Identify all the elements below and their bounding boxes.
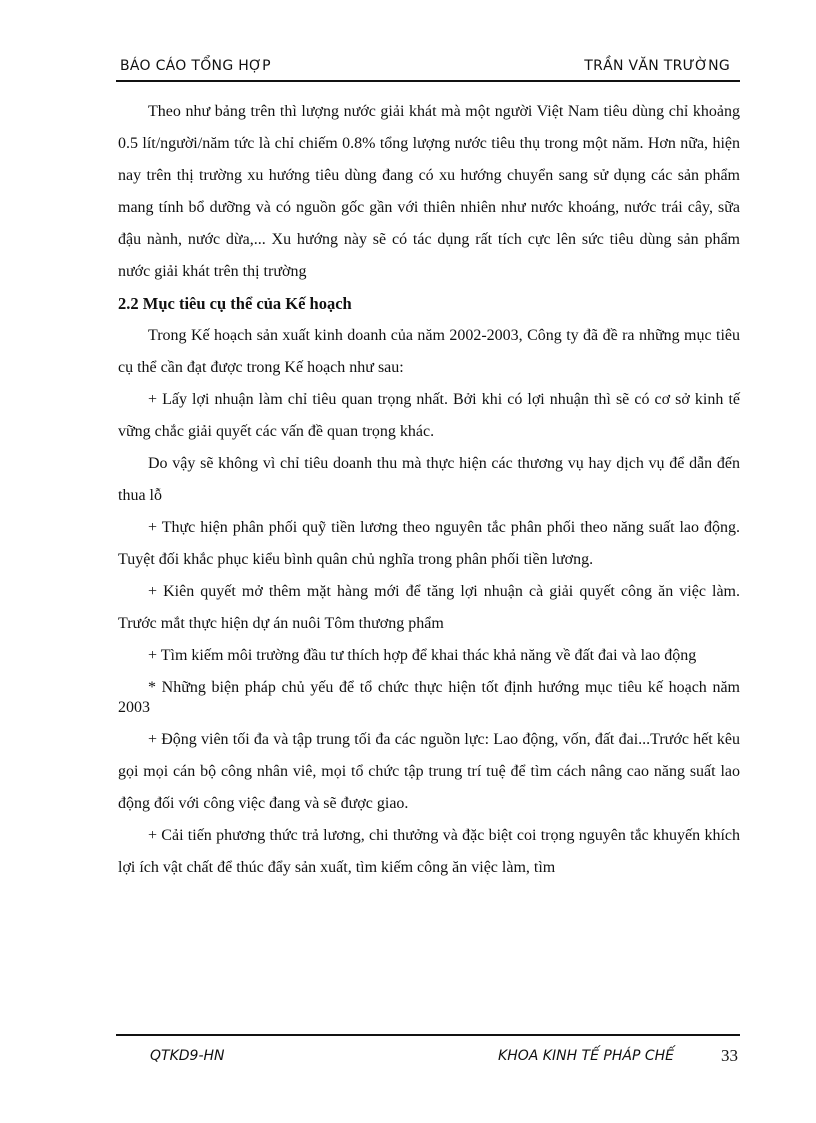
paragraph-mobilize-resources: + Động viên tối đa và tập trung tối đa các nguồn lực: Lao động, vốn, đất đai...Trước hết kêu gọi mọi cán bộ công nhân viê, mọi tổ chức tập trung trí tuệ để tìm cách nâng cao năng suất lao động đối với công việc đang và sẽ được giao. xyxy=(118,731,740,812)
header-report-title: BÁO CÁO TỔNG HỢP xyxy=(120,58,271,74)
header-divider xyxy=(116,80,740,82)
page-header xyxy=(116,56,738,80)
header-author-name: TRẦN VĂN TRƯỜNG xyxy=(584,58,730,74)
paragraph-no-loss: Do vậy sẽ không vì chỉ tiêu doanh thu mà thực hiện các thương vụ hay dịch vụ để dẫn đến thua lỗ xyxy=(118,455,740,504)
footer-class-code: QTKD9-HN xyxy=(150,1048,225,1064)
paragraph-plan-intro: Trong Kế hoạch sản xuất kinh doanh của năm 2002-2003, Công ty đã đề ra những mục tiêu cụ thể cần đạt được trong Kế hoạch như sau: xyxy=(118,327,740,376)
paragraph-new-products: + Kiên quyết mở thêm mặt hàng mới để tăng lợi nhuận cà giải quyết công ăn việc làm. Trước mắt thực hiện dự án nuôi Tôm thương phẩm xyxy=(118,583,740,632)
paragraph-wage-distribution: + Thực hiện phân phối quỹ tiền lương theo nguyên tắc phân phối theo năng suất lao động. Tuyệt đối khắc phục kiểu bình quân chủ nghĩa trong phân phối tiền lương. xyxy=(118,519,740,568)
paragraph-investment: + Tìm kiếm môi trường đầu tư thích hợp để khai thác khả năng về đất đai và lao động xyxy=(148,647,697,664)
section-heading: 2.2 Mục tiêu cụ thể của Kế hoạch xyxy=(118,294,352,313)
page-footer xyxy=(116,1042,740,1066)
page-number: 33 xyxy=(721,1046,738,1065)
paragraph-profit-goal: + Lấy lợi nhuận làm chỉ tiêu quan trọng nhất. Bởi khi có lợi nhuận thì sẽ có cơ sở kinh tế vững chắc giải quyết các vấn đề quan trọng khác. xyxy=(118,391,740,440)
page-body xyxy=(118,96,740,884)
paragraph-wage-reform: + Cải tiến phương thức trả lương, chi thưởng và đặc biệt coi trọng nguyên tắc khuyến khích lợi ích vật chất để thúc đẩy sản xuất, tìm kiếm công ăn việc làm, tìm xyxy=(118,827,740,876)
paragraph-measures-heading: * Những biện pháp chủ yếu để tổ chức thực hiện tốt định hướng mục tiêu kế hoạch năm 2003 xyxy=(118,679,740,716)
footer-divider xyxy=(116,1034,740,1036)
paragraph-consumption: Theo như bảng trên thì lượng nước giải khát mà một người Việt Nam tiêu dùng chỉ khoảng 0.5 lít/người/năm tức là chỉ chiếm 0.8% tổng lượng nước tiêu thụ trong một năm. Hơn nữa, hiện nay trên thị trường xu hướng tiêu dùng đang có xu hướng chuyển sang sử dụng các sản phẩm mang tính bổ dưỡng và có nguồn gốc gần với thiên nhiên như nước khoáng, nước trái cây, sữa đậu nành, nước dừa,... Xu hướng này sẽ có tác dụng rất tích cực lên sức tiêu dùng sản phẩm nước giải khát trên thị trường xyxy=(118,103,740,280)
footer-faculty: KHOA KINH TẾ PHÁP CHẾ xyxy=(498,1048,674,1064)
